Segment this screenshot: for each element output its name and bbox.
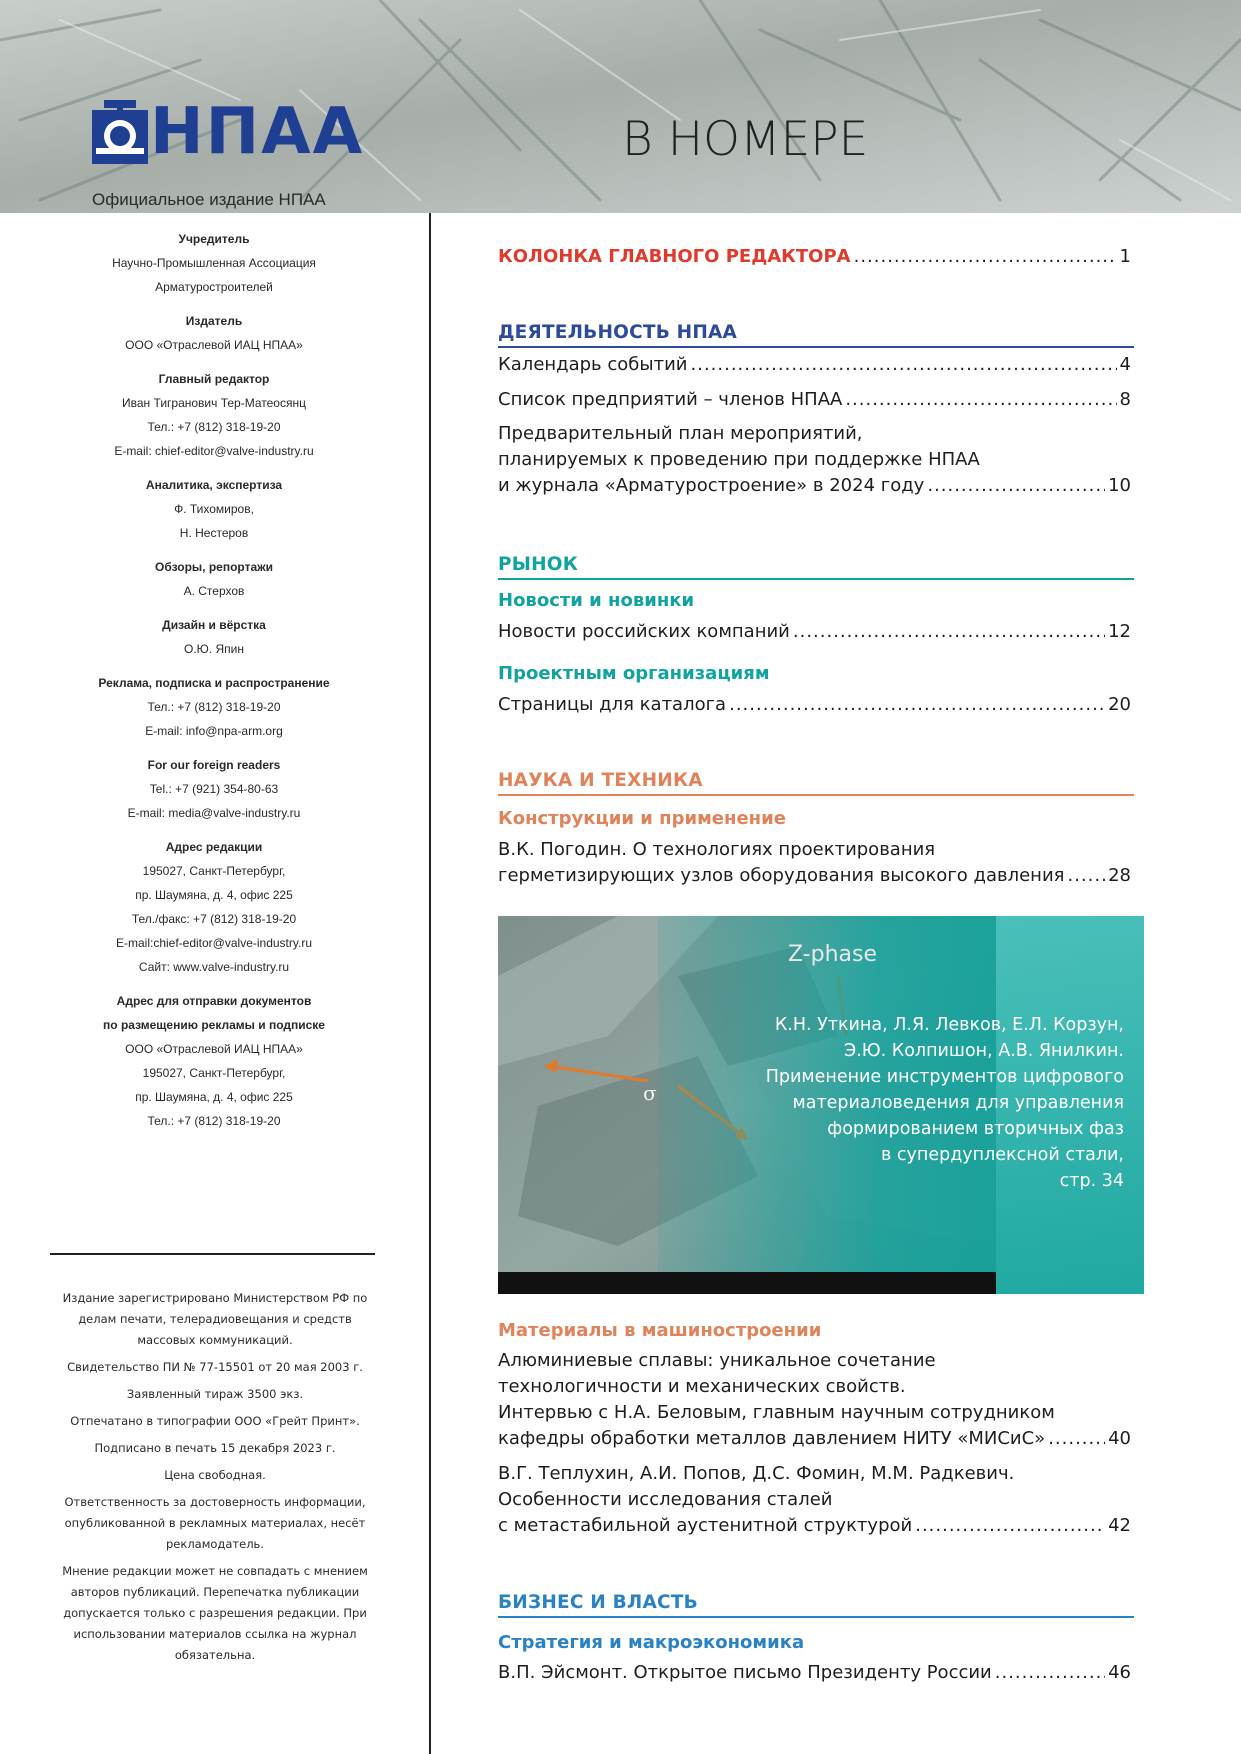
toc-subsection: Новости и новинки (498, 590, 695, 611)
toc-subsection: Стратегия и макроэкономика (498, 1632, 805, 1653)
masthead-line: Тел.: +7 (812) 318-19-20 (147, 700, 281, 714)
masthead-foreign (0, 753, 428, 825)
valve-logo-icon (90, 100, 152, 166)
toc-subsection: Материалы в машиностроении (498, 1320, 822, 1341)
toc-subsection: Конструкции и применение (498, 808, 786, 829)
masthead-design (0, 613, 428, 661)
masthead-founder (0, 227, 428, 299)
toc-leader-dots (927, 473, 1105, 499)
toc-entry-last-line (498, 863, 1131, 889)
masthead-heading: For our foreign readers (147, 758, 281, 772)
masthead-line: Tel.: +7 (921) 354-80-63 (149, 782, 279, 796)
toc-editor-column[interactable] (498, 244, 1131, 270)
toc-section-market: РЫНОК (498, 554, 1134, 580)
masthead-line: О.Ю. Япин (184, 642, 244, 656)
toc-page-number: 8 (1119, 389, 1131, 410)
toc-page-number: 42 (1108, 1515, 1131, 1536)
masthead-line: Научно-Промышленная Ассоциация (112, 256, 316, 270)
masthead-line: Н. Нестеров (179, 526, 249, 540)
toc-subsection: Проектным организациям (498, 663, 770, 684)
masthead-heading: Главный редактор (158, 372, 270, 386)
logo-caption: Официальное издание НПАА (92, 190, 326, 209)
masthead-heading: Издатель (185, 314, 243, 328)
masthead-docs-address (0, 989, 428, 1133)
toc-entry-title: Страницы для каталога (498, 694, 727, 715)
masthead-heading: Обзоры, репортажи (154, 560, 274, 574)
toc-entry[interactable] (498, 1461, 1131, 1539)
feature-caption-line: Э.Ю. Колпишон, А.В. Янилкин. (844, 1041, 1124, 1061)
toc-editor-column-label: КОЛОНКА ГЛАВНОГО РЕДАКТОРА (498, 246, 851, 267)
toc-entry-last-line (498, 473, 1131, 499)
toc-page-number: 4 (1119, 354, 1131, 375)
page-title: В НОМЕРЕ (622, 112, 869, 167)
header-banner (0, 0, 1241, 213)
toc-entry-title: Новости российских компаний (498, 621, 790, 642)
imprint-text: Заявленный тираж 3500 экз. (126, 1387, 304, 1401)
toc-entry[interactable] (498, 1348, 1131, 1452)
toc-entry-title: В.П. Эйсмонт. Открытое письмо Президенту России (498, 1662, 992, 1683)
feature-caption-line: К.Н. Уткина, Л.Я. Левков, Е.Л. Корзун, (774, 1015, 1124, 1035)
masthead-line: Ф. Тихомиров, (174, 502, 254, 516)
masthead-line: ООО «Отраслевой ИАЦ НПАА» (125, 1042, 303, 1056)
imprint-rule (50, 1253, 375, 1255)
toc-page-number: 40 (1108, 1428, 1131, 1449)
toc-entry-line: В.К. Погодин. О технологиях проектирования (498, 839, 936, 860)
masthead-publisher (0, 309, 428, 357)
toc-entry-line: Особенности исследования сталей (498, 1489, 833, 1510)
imprint-text: Свидетельство ПИ № 77-15501 от 20 мая 2003 г. (67, 1360, 363, 1374)
imprint-text: Отпечатано в типографии ООО «Грейт Принт». (70, 1414, 360, 1428)
masthead-chief-editor (0, 367, 428, 463)
toc-entry[interactable] (498, 619, 1131, 645)
toc-entry-line: планируемых к проведению при поддержке НПАА (498, 449, 980, 470)
toc-entry[interactable] (498, 352, 1131, 378)
npaa-logo (90, 95, 365, 169)
toc-leader-dots (1067, 863, 1105, 889)
toc-page-number: 1 (1119, 246, 1131, 267)
masthead-line: ООО «Отраслевой ИАЦ НПАА» (125, 338, 303, 352)
feature-article-image[interactable] (498, 916, 1144, 1294)
toc-leader-dots (729, 692, 1105, 718)
masthead-line: E-mail:chief-editor@valve-industry.ru (115, 936, 313, 950)
masthead (0, 213, 428, 1143)
toc-leader-dots (995, 1660, 1105, 1686)
masthead-analytics (0, 473, 428, 545)
sigma-label: σ (643, 1081, 657, 1105)
toc-leader-dots (845, 387, 1116, 413)
toc-entry-line: Алюминиевые сплавы: уникальное сочетание (498, 1350, 936, 1371)
masthead-line: E-mail: info@npa-arm.org (145, 724, 283, 738)
masthead-address (0, 835, 428, 979)
feature-caption-page: стр. 34 (1059, 1171, 1124, 1191)
toc-entry-last-line (498, 1513, 1131, 1539)
toc-entry-title: Календарь событий (498, 354, 688, 375)
feature-caption-line: материаловедения для управления (792, 1093, 1124, 1113)
imprint-text: Ответственность за достоверность информации, опубликованной в рекламных материалах, несёт рекламодатель. (64, 1495, 366, 1551)
toc-entry-line: Предварительный план мероприятий, (498, 423, 863, 444)
toc-page-number: 46 (1108, 1662, 1131, 1683)
logo-text: НПАА (150, 95, 365, 169)
masthead-line: E-mail: chief-editor@valve-industry.ru (114, 444, 314, 458)
masthead-line: Тел.: +7 (812) 318-19-20 (147, 420, 281, 434)
masthead-heading: Адрес редакции (165, 840, 263, 854)
toc-page-number: 28 (1108, 865, 1131, 886)
toc-section-science: НАУКА И ТЕХНИКА (498, 770, 1134, 796)
masthead-line: 195027, Санкт-Петербург, (142, 1066, 286, 1080)
toc-section-business: БИЗНЕС И ВЛАСТЬ (498, 1592, 1134, 1618)
feature-caption-line: формированием вторичных фаз (827, 1119, 1124, 1139)
imprint-text: Цена свободная. (164, 1468, 266, 1482)
toc-entry[interactable] (498, 1660, 1131, 1686)
imprint-text: Подписано в печать 15 декабря 2023 г. (94, 1441, 336, 1455)
toc-entry-title: Список предприятий – членов НПАА (498, 389, 843, 410)
toc-entry-last-line (498, 1426, 1131, 1452)
masthead-reviews (0, 555, 428, 603)
masthead-heading: Адрес для отправки документов (116, 994, 312, 1008)
toc-entry-line: кафедры обработки металлов давлением НИТУ «МИСиС» (498, 1428, 1046, 1449)
feature-caption (704, 1012, 1124, 1194)
masthead-line: Иван Тигранович Тер-Матеосянц (122, 396, 306, 410)
masthead-line: Арматуростроителей (155, 280, 273, 294)
toc-entry-line: В.Г. Теплухин, А.И. Попов, Д.С. Фомин, М.М. Радкевич. (498, 1463, 1015, 1484)
masthead-line: Тел./факс: +7 (812) 318-19-20 (131, 912, 297, 926)
masthead-line: E-mail: media@valve-industry.ru (127, 806, 301, 820)
toc-leader-dots (793, 619, 1105, 645)
z-phase-label: Z-phase (788, 942, 878, 967)
toc-leader-dots (915, 1513, 1105, 1539)
toc-page-number: 10 (1108, 475, 1131, 496)
masthead-heading: Реклама, подписка и распространение (98, 676, 330, 690)
masthead-heading: Аналитика, экспертиза (145, 478, 283, 492)
toc-entry[interactable] (498, 837, 1131, 889)
masthead-heading: по размещению рекламы и подписке (103, 1018, 325, 1032)
masthead-line: пр. Шаумяна, д. 4, офис 225 (135, 1090, 293, 1104)
toc-entry-line: с метастабильной аустенитной структурой (498, 1515, 913, 1536)
toc-entry[interactable] (498, 387, 1131, 413)
toc-entry[interactable] (498, 421, 1131, 499)
masthead-line: А. Стерхов (183, 584, 245, 598)
feature-caption-line: Применение инструментов цифрового (765, 1067, 1124, 1087)
masthead-line: 195027, Санкт-Петербург, (142, 864, 286, 878)
toc-entry-line: Интервью с Н.А. Беловым, главным научным сотрудником (498, 1402, 1055, 1423)
masthead-heading: Дизайн и вёрстка (162, 618, 266, 632)
masthead-heading: Учредитель (178, 232, 250, 246)
toc-entry[interactable] (498, 692, 1131, 718)
masthead-line: пр. Шаумяна, д. 4, офис 225 (135, 888, 293, 902)
imprint-text: Издание зарегистрировано Министерством РФ по делам печати, телерадиовещания и средств массовых коммуникаций. (62, 1291, 368, 1347)
toc-leader-dots (691, 352, 1117, 378)
toc-leader-dots (1048, 1426, 1105, 1452)
toc-leader-dots (854, 244, 1117, 270)
imprint (55, 1288, 375, 1672)
toc-page-number: 12 (1108, 621, 1131, 642)
column-divider (429, 213, 431, 1754)
toc-entry-line: герметизирующих узлов оборудования высокого давления (498, 865, 1065, 886)
feature-caption-line: в супердуплексной стали, (881, 1145, 1124, 1165)
micrograph-info-bar (498, 1272, 996, 1294)
toc-entry-line: технологичности и механических свойств. (498, 1376, 906, 1397)
imprint-text: Мнение редакции может не совпадать с мнением авторов публикаций. Перепечатка публикации допускается только с разрешения редакции. При использовании материалов ссылка на журнал обязательна. (62, 1564, 368, 1662)
toc-section-npaa: ДЕЯТЕЛЬНОСТЬ НПАА (498, 322, 1134, 348)
masthead-line: Тел.: +7 (812) 318-19-20 (147, 1114, 281, 1128)
toc-page-number: 20 (1108, 694, 1131, 715)
masthead-advertising (0, 671, 428, 743)
toc-entry-line: и журнала «Арматуростроение» в 2024 году (498, 475, 925, 496)
masthead-line: Сайт: www.valve-industry.ru (138, 960, 290, 974)
